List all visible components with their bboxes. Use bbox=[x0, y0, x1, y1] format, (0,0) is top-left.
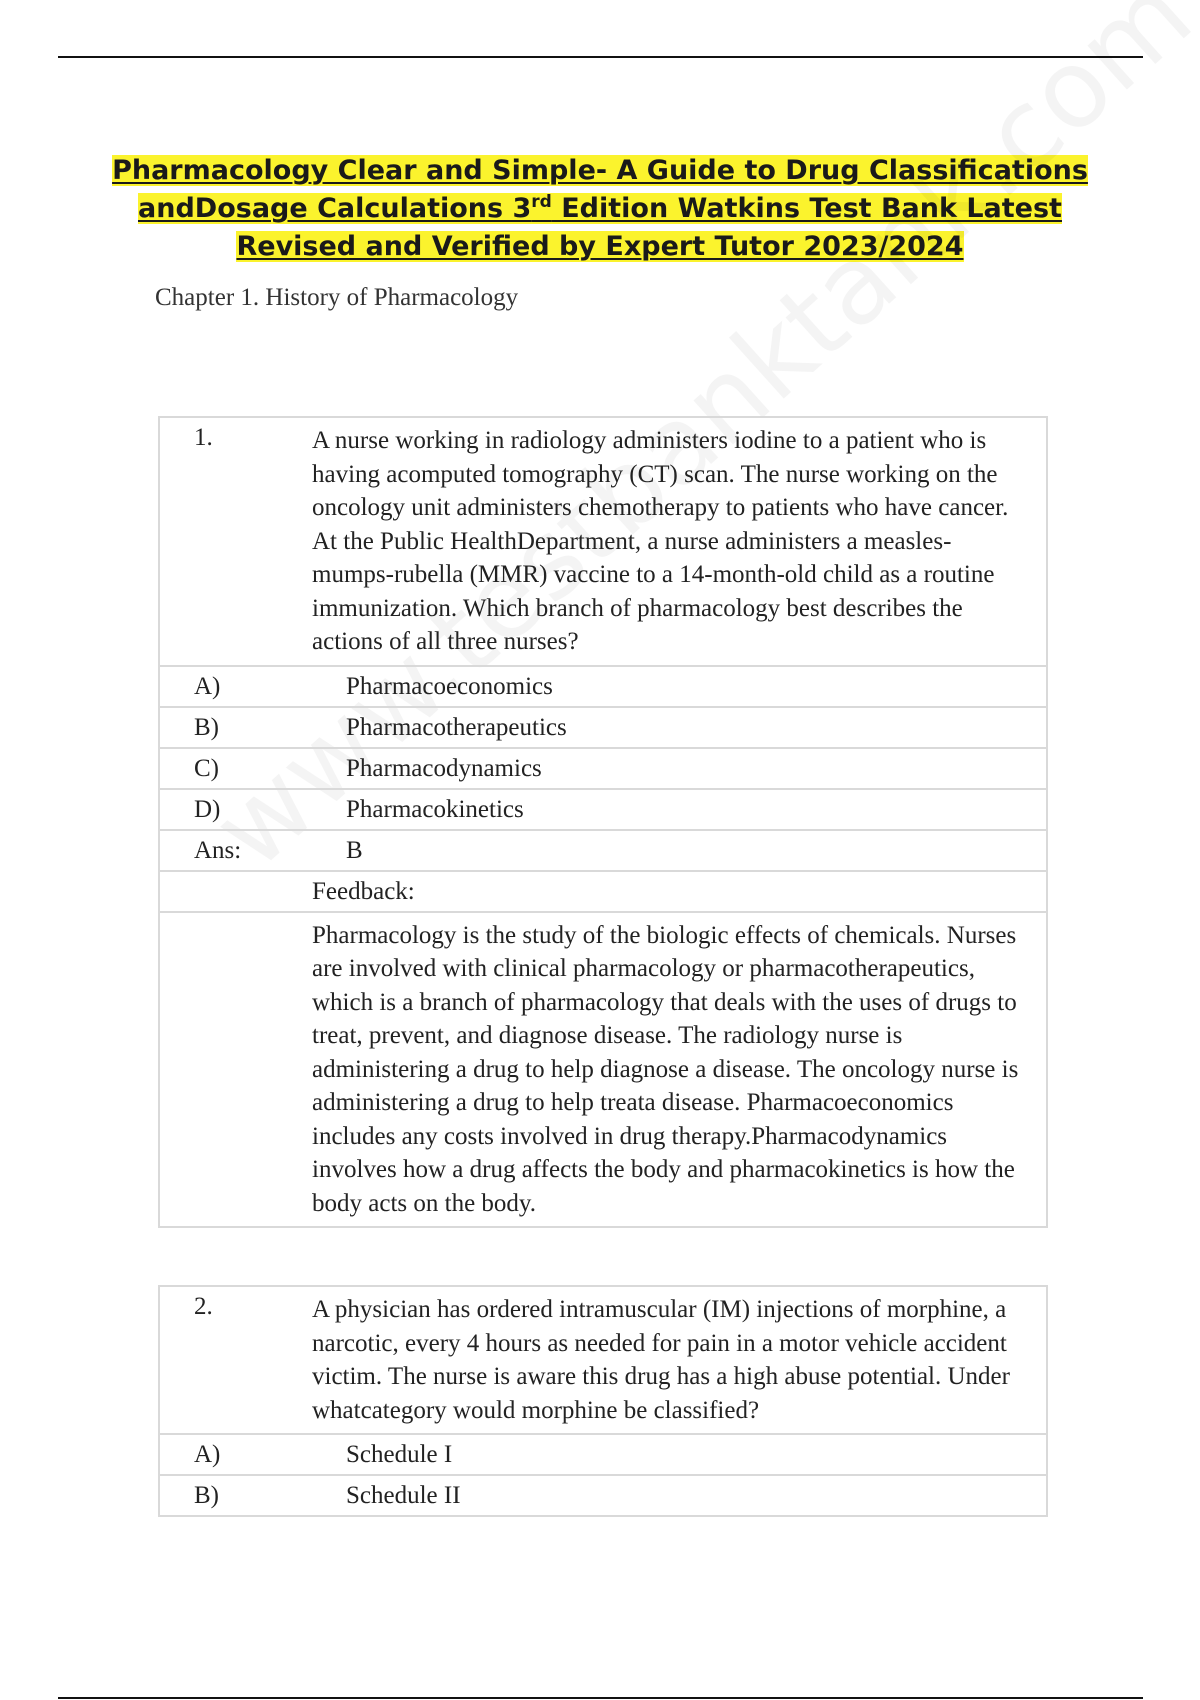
title-superscript: rd bbox=[531, 192, 552, 212]
title-line-1: Pharmacology Clear and Simple- A Guide to Drug Classifications bbox=[112, 155, 1088, 186]
option-row bbox=[159, 748, 1047, 789]
feedback-text: Pharmacology is the study of the biologic effects of chemicals. Nurses are involved with clinical pharmacology or pharmacotherapeutics, which is a branch of pharmacology that deals with the uses of drugs to treat, prevent, and diagnose disease. The radiology nurse is administering a drug to help diagnose a disease. The oncology nurse is administering a drug to help treata disease. Pharmacoeconomics includes any costs involved in drug therapy.Pharmacodynamics involves how a drug affects the body and pharmacokinetics is how the body acts on the body. bbox=[282, 912, 1047, 1228]
title-line-2-start: andDosage Calculations 3 bbox=[138, 193, 532, 224]
feedback-label-row bbox=[159, 871, 1047, 912]
answer-label: Ans: bbox=[159, 830, 282, 871]
option-letter: B) bbox=[159, 707, 282, 748]
question-text: A nurse working in radiology administers iodine to a patient who is having acomputed tomography (CT) scan. The nurse working on the oncology unit administers chemotherapy to patients who have cancer. At the Public HealthDepartment, a nurse administers a measles-mumps-rubella (MMR) vaccine to a 14-month-old child as a routine immunization. Which branch of pharmacology best describes the actions of all three nurses? bbox=[282, 417, 1047, 666]
feedback-row bbox=[159, 912, 1047, 1228]
question-row bbox=[159, 1286, 1047, 1434]
option-text: Pharmacokinetics bbox=[282, 789, 1047, 830]
feedback-spacer bbox=[159, 912, 282, 1228]
option-letter: D) bbox=[159, 789, 282, 830]
option-text: Pharmacodynamics bbox=[282, 748, 1047, 789]
bottom-rule bbox=[58, 1697, 1143, 1699]
option-letter: C) bbox=[159, 748, 282, 789]
option-text: Pharmacotherapeutics bbox=[282, 707, 1047, 748]
title-line-2 bbox=[138, 193, 1062, 224]
chapter-heading: Chapter 1. History of Pharmacology bbox=[155, 284, 519, 311]
question-number: 1. bbox=[159, 417, 282, 666]
option-row bbox=[159, 789, 1047, 830]
question-2-table bbox=[158, 1285, 1048, 1517]
option-text: Pharmacoeconomics bbox=[282, 666, 1047, 707]
title-line-2-end: Edition Watkins Test Bank Latest bbox=[551, 193, 1062, 224]
question-1-table bbox=[158, 416, 1048, 1228]
option-letter: A) bbox=[159, 666, 282, 707]
option-row bbox=[159, 666, 1047, 707]
document-title bbox=[0, 152, 1200, 266]
option-letter: B) bbox=[159, 1475, 282, 1516]
option-row bbox=[159, 1434, 1047, 1475]
option-text: Schedule II bbox=[282, 1475, 1047, 1516]
question-text: A physician has ordered intramuscular (IM) injections of morphine, a narcotic, every 4 hours as needed for pain in a motor vehicle accident victim. The nurse is aware this drug has a high abuse potential. Under whatcategory would morphine be classified? bbox=[282, 1286, 1047, 1434]
answer-value: B bbox=[282, 830, 1047, 871]
option-row bbox=[159, 707, 1047, 748]
question-number: 2. bbox=[159, 1286, 282, 1434]
feedback-label-spacer bbox=[159, 871, 282, 912]
question-row bbox=[159, 417, 1047, 666]
answer-row bbox=[159, 830, 1047, 871]
option-letter: A) bbox=[159, 1434, 282, 1475]
title-line-3: Revised and Verified by Expert Tutor 2023/2024 bbox=[236, 231, 964, 262]
top-rule bbox=[58, 56, 1143, 58]
option-text: Schedule I bbox=[282, 1434, 1047, 1475]
feedback-label: Feedback: bbox=[282, 871, 1047, 912]
option-row bbox=[159, 1475, 1047, 1516]
